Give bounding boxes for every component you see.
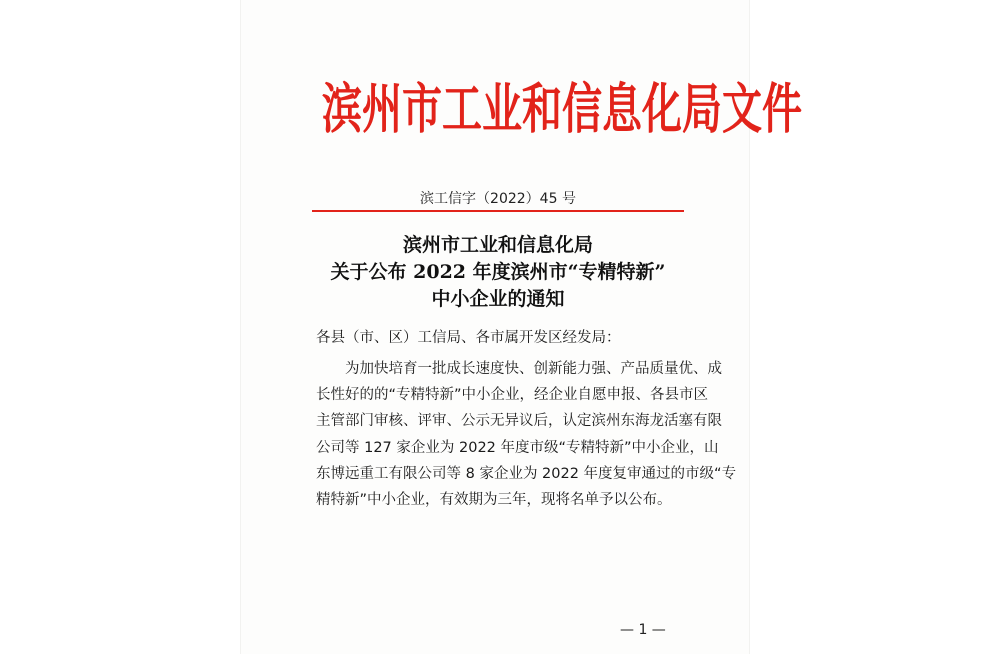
body-line: 长性好的的“专精特新”中小企业，经企业自愿申报、各县市区 [316,387,709,404]
body-line: 东博远重工有限公司等 8 家企业为 2022 年度复审通过的市级“专 [316,465,737,482]
notice-title-line-1: 滨州市工业和信息化局 [402,234,593,256]
issuer-header-title: 滨州市工业和信息化局文件 [322,77,802,141]
body-paragraph [316,356,737,513]
notice-title-line-3: 中小企业的通知 [431,288,565,310]
page-number: — 1 — [620,622,666,638]
red-divider-line [312,210,684,212]
body-line: 主管部门审核、评审、公示无异议后，认定滨州东海龙活塞有限 [316,413,722,430]
notice-title [312,232,684,313]
document-number: 滨工信字（2022）45 号 [420,191,576,207]
notice-title-line-2: 关于公布 2022 年度滨州市“专精特新” [330,261,666,283]
body-line: 公司等 127 家企业为 2022 年度市级“专精特新”中小企业，山 [316,439,719,456]
body-line: 精特新”中小企业，有效期为三年，现将名单予以公布。 [316,492,672,509]
addressee: 各县（市、区）工信局、各市属开发区经发局： [316,330,621,346]
body-line: 为加快培育一批成长速度快、创新能力强、产品质量优、成 [345,361,722,377]
